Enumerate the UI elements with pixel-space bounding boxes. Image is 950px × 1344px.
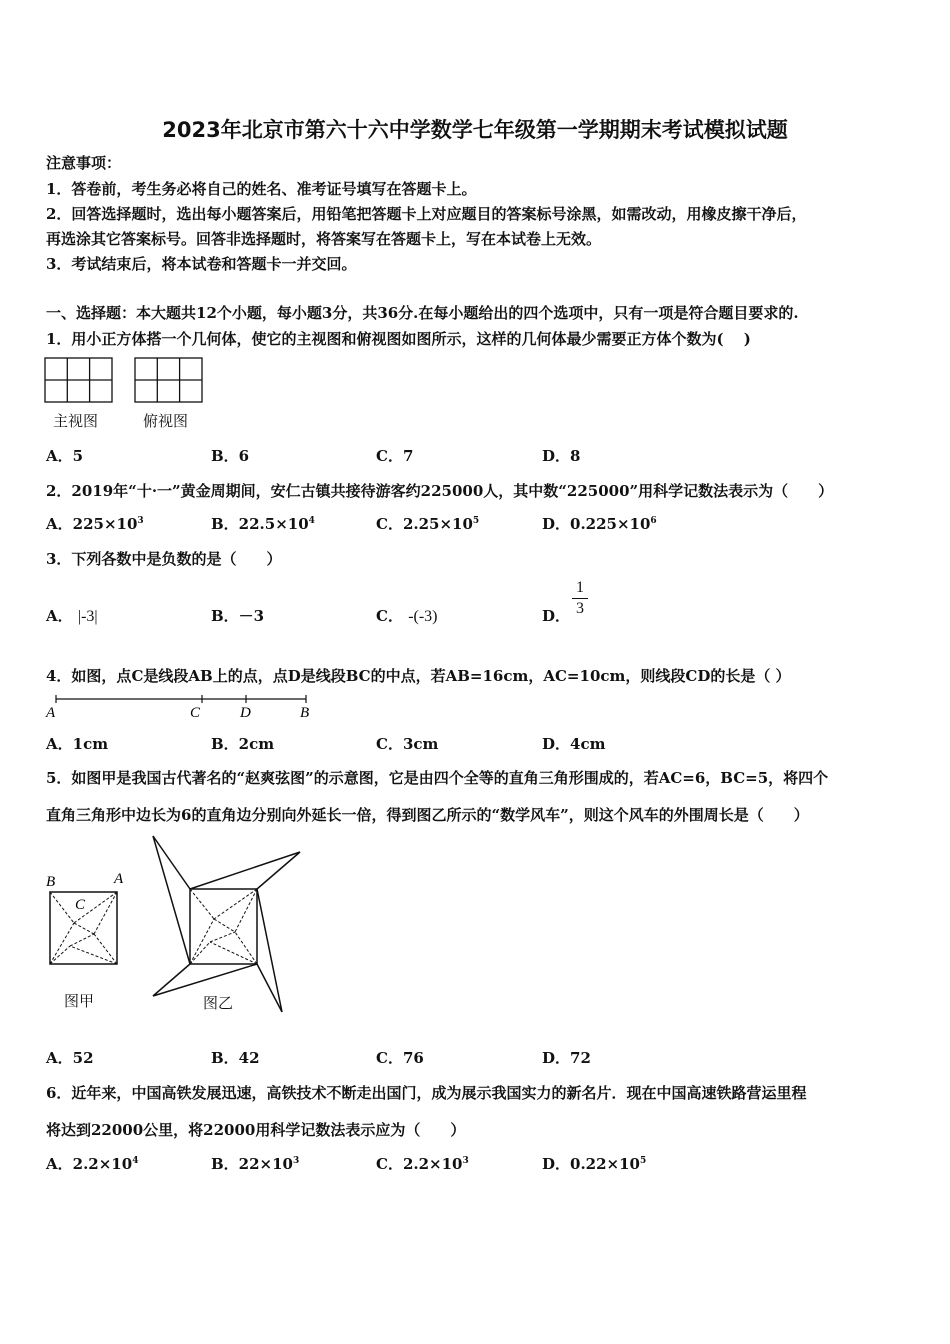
q1-option-d: D．8 (542, 447, 581, 465)
q1-views-figure (44, 357, 214, 405)
page-title: 2023年北京市第六十六中学数学七年级第一学期期末考试模拟试题 (162, 118, 788, 142)
question-4-text: 4．如图，点C是线段AB上的点，点D是线段BC的中点，若AB=16cm，AC=10cm，则线段CD的长是（ ） (46, 667, 791, 685)
q4-option-c: C．3cm (376, 735, 439, 753)
question-6-text-2: 将达到22000公里，将22000用科学记数法表示应为（ ） (46, 1121, 466, 1139)
q5-option-d: D．72 (542, 1049, 591, 1067)
fraction-bar (572, 598, 588, 599)
q3-option-b: B．－3 (211, 607, 265, 625)
question-2-text: 2．2019年“十·一”黄金周期间，安仁古镇共接待游客约225000人，其中数“225000”用科学记数法表示为（ ） (46, 482, 834, 500)
q3-option-c: C． -(-3) (376, 607, 438, 625)
q2-option-a: A．$225\times 10^3$ (46, 515, 144, 533)
notice-item: 1．答卷前，考生务必将自己的姓名、准考证号填写在答题卡上。 (46, 180, 477, 198)
q5-option-c: C．76 (376, 1049, 424, 1067)
figure-yi-label: 图乙 (203, 994, 234, 1012)
q1-option-a: A．5 (46, 447, 84, 465)
section-heading: 一、选择题：本大题共12个小题，每小题3分，共36分.在每小题给出的四个选项中，只有一项是符合题目要求的. (46, 304, 799, 322)
notice-item: 3．考试结束后，将本试卷和答题卡一并交回。 (46, 255, 357, 273)
q6-option-c: C．$2.2\times 10^3$ (376, 1155, 469, 1173)
point-label-c: C (75, 897, 86, 913)
q4-option-b: B．2cm (211, 735, 275, 753)
point-label-b: B (300, 705, 310, 721)
question-5-text-2: 直角三角形中边长为6的直角边分别向外延长一倍，得到图乙所示的“数学风车”，则这个风车的外围周长是（ ） (46, 806, 809, 824)
q6-option-b: B．$22\times 10^3$ (211, 1155, 300, 1173)
figure-jia-label: 图甲 (64, 992, 95, 1010)
top-view-grid (135, 358, 202, 402)
fraction-numerator: 1 (576, 579, 584, 596)
question-3-text: 3．下列各数中是负数的是（ ） (46, 550, 282, 568)
point-label-d: D (240, 705, 251, 721)
q2-option-c: C．$2.25\times 10^5$ (376, 515, 480, 533)
figure-jia (44, 868, 134, 970)
main-view-label: 主视图 (53, 412, 99, 430)
notice-heading: 注意事项： (46, 154, 122, 172)
windmill-outline (153, 836, 300, 1012)
figure-yi-windmill (148, 834, 308, 1014)
q1-option-c: C．7 (376, 447, 414, 465)
notice-item: 2．回答选择题时，选出每小题答案后，用铅笔把答题卡上对应题目的答案标号涂黑，如需改动，用橡皮擦干净后， (46, 205, 807, 223)
q2-option-b: B．$22.5\times 10^4$ (211, 515, 315, 533)
q3-fraction (572, 579, 588, 618)
point-label-c: C (190, 705, 201, 721)
q3-option-d: D． (542, 607, 571, 625)
notice-item: 再选涂其它答案标号。回答非选择题时，将答案写在答题卡上，写在本试卷上无效。 (46, 230, 602, 248)
q5-option-b: B．42 (211, 1049, 260, 1067)
question-5-text-1: 5．如图甲是我国古代著名的“赵爽弦图”的示意图，它是由四个全等的直角三角形围成的，若AC=6，BC=5，将四个 (46, 769, 829, 787)
main-view-grid (45, 358, 112, 402)
q6-option-d: D．$0.22\times 10^5$ (542, 1155, 647, 1173)
point-label-a: A (114, 871, 124, 887)
q4-segment-figure (44, 693, 324, 723)
question-1-text: 1．用小正方体搭一个几何体，使它的主视图和俯视图如图所示，这样的几何体最少需要正方体个数为( ) (46, 330, 751, 348)
windmill-inner-dashed (190, 889, 257, 964)
top-view-label: 俯视图 (143, 412, 189, 430)
question-6-text-1: 6．近年来，中国高铁发展迅速，高铁技术不断走出国门，成为展示我国实力的新名片．现在中国高速铁路营运里程 (46, 1084, 807, 1102)
q4-option-a: A．1cm (46, 735, 109, 753)
q6-option-a: A．$2.2\times 10^4$ (46, 1155, 139, 1173)
q5-option-a: A．52 (46, 1049, 94, 1067)
q2-option-d: D．$0.225\times 10^6$ (542, 515, 657, 533)
point-label-a: A (46, 705, 56, 721)
q1-option-b: B．6 (211, 447, 250, 465)
q4-option-d: D．4cm (542, 735, 606, 753)
point-label-b: B (46, 874, 56, 890)
q3-option-a: A． |-3| (46, 607, 98, 625)
fraction-denominator: 3 (576, 600, 584, 617)
